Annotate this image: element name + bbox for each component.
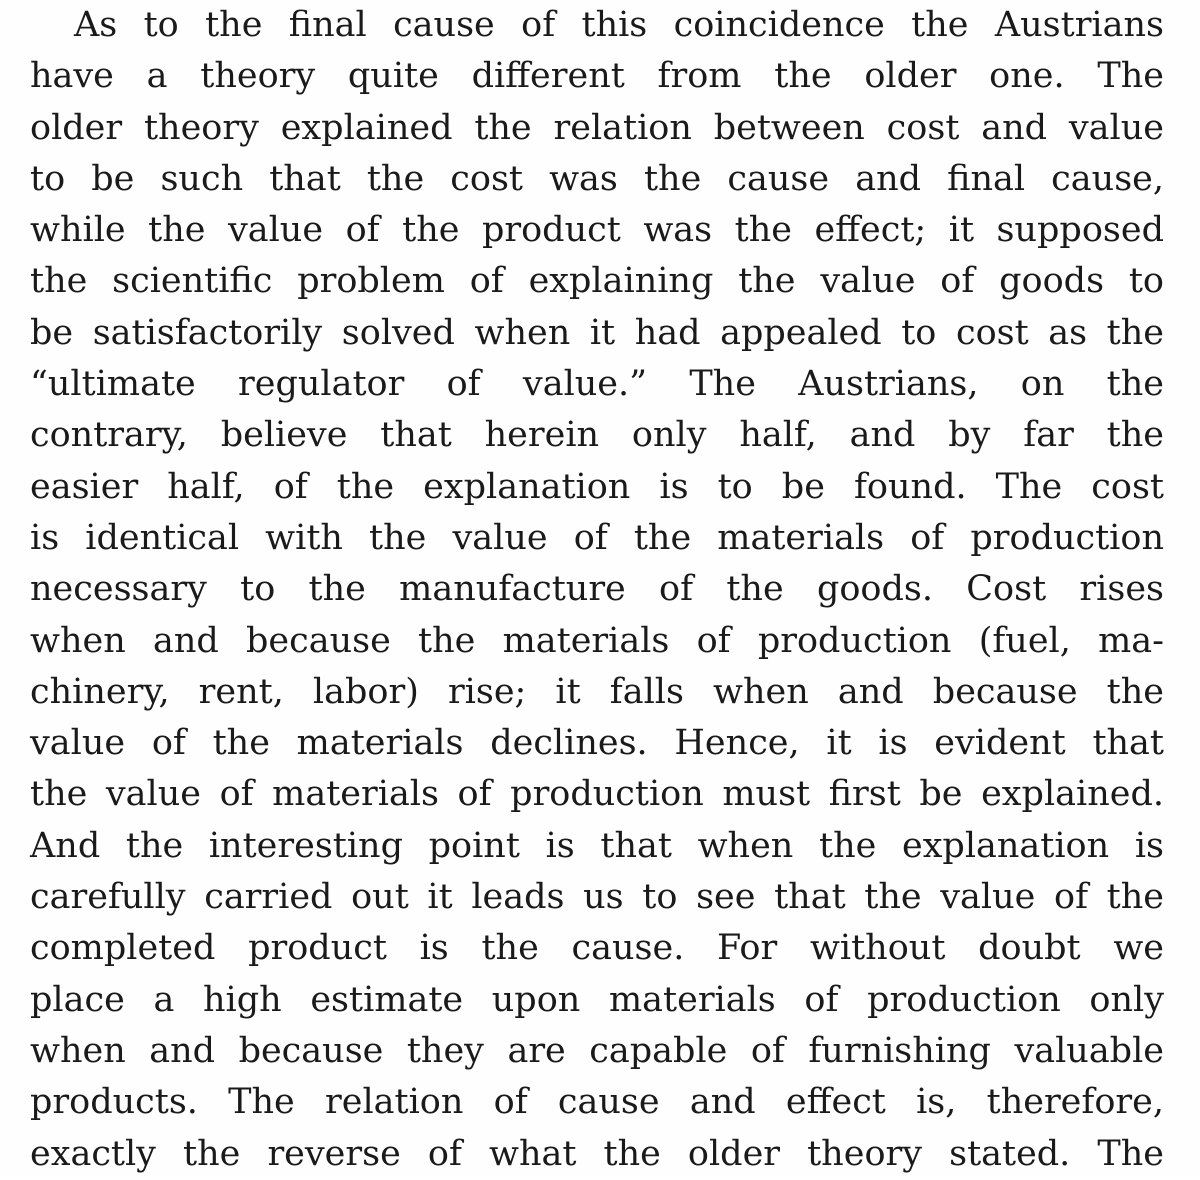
text-line: value of the materials declines. Hence, it is evident that <box>30 723 1164 764</box>
text-line: carefully carried out it leads us to see that the value of the <box>30 877 1164 918</box>
text-line: easier half, of the explanation is to be found. The cost <box>30 466 1164 507</box>
text-line: the scientific problem of explaining the value of goods to <box>30 261 1164 302</box>
text-line: As to the final cause of this coincidence the Austrians <box>74 5 1164 45</box>
text-line: products. The relation of cause and effect is, therefore, <box>30 1082 1164 1123</box>
text-line: while the value of the product was the effect; it supposed <box>30 210 1164 251</box>
text-line: older theory explained the relation between cost and value <box>30 107 1164 148</box>
text-line: place a high estimate upon materials of production only <box>30 979 1164 1020</box>
text-line: exactly the reverse of what the older theory stated. The <box>30 1133 1164 1174</box>
text-line: “ultimate regulator of value.” The Austrians, on the <box>30 364 1164 405</box>
text-line: when and because the materials of production (fuel, ma- <box>30 620 1164 661</box>
text-line: be satisfactorily solved when it had appealed to cost as the <box>30 312 1164 353</box>
text-line: And the interesting point is that when the explanation is <box>30 825 1164 866</box>
text-line: contrary, believe that herein only half, and by far the <box>30 415 1164 456</box>
text-line: to be such that the cost was the cause and final cause, <box>30 158 1164 199</box>
text-line: completed product is the cause. For without doubt we <box>30 928 1164 969</box>
text-line: when and because they are capable of furnishing valuable <box>30 1030 1164 1071</box>
paragraph <box>30 0 1164 1180</box>
text-line: necessary to the manufacture of the goods. Cost rises <box>30 569 1164 610</box>
text-line: chinery, rent, labor) rise; it falls when and because the <box>30 671 1164 712</box>
text-line: the value of materials of production must first be explained. <box>30 774 1164 815</box>
text-line: is identical with the value of the materials of production <box>30 517 1164 558</box>
text-line: have a theory quite different from the older one. The <box>30 56 1164 97</box>
